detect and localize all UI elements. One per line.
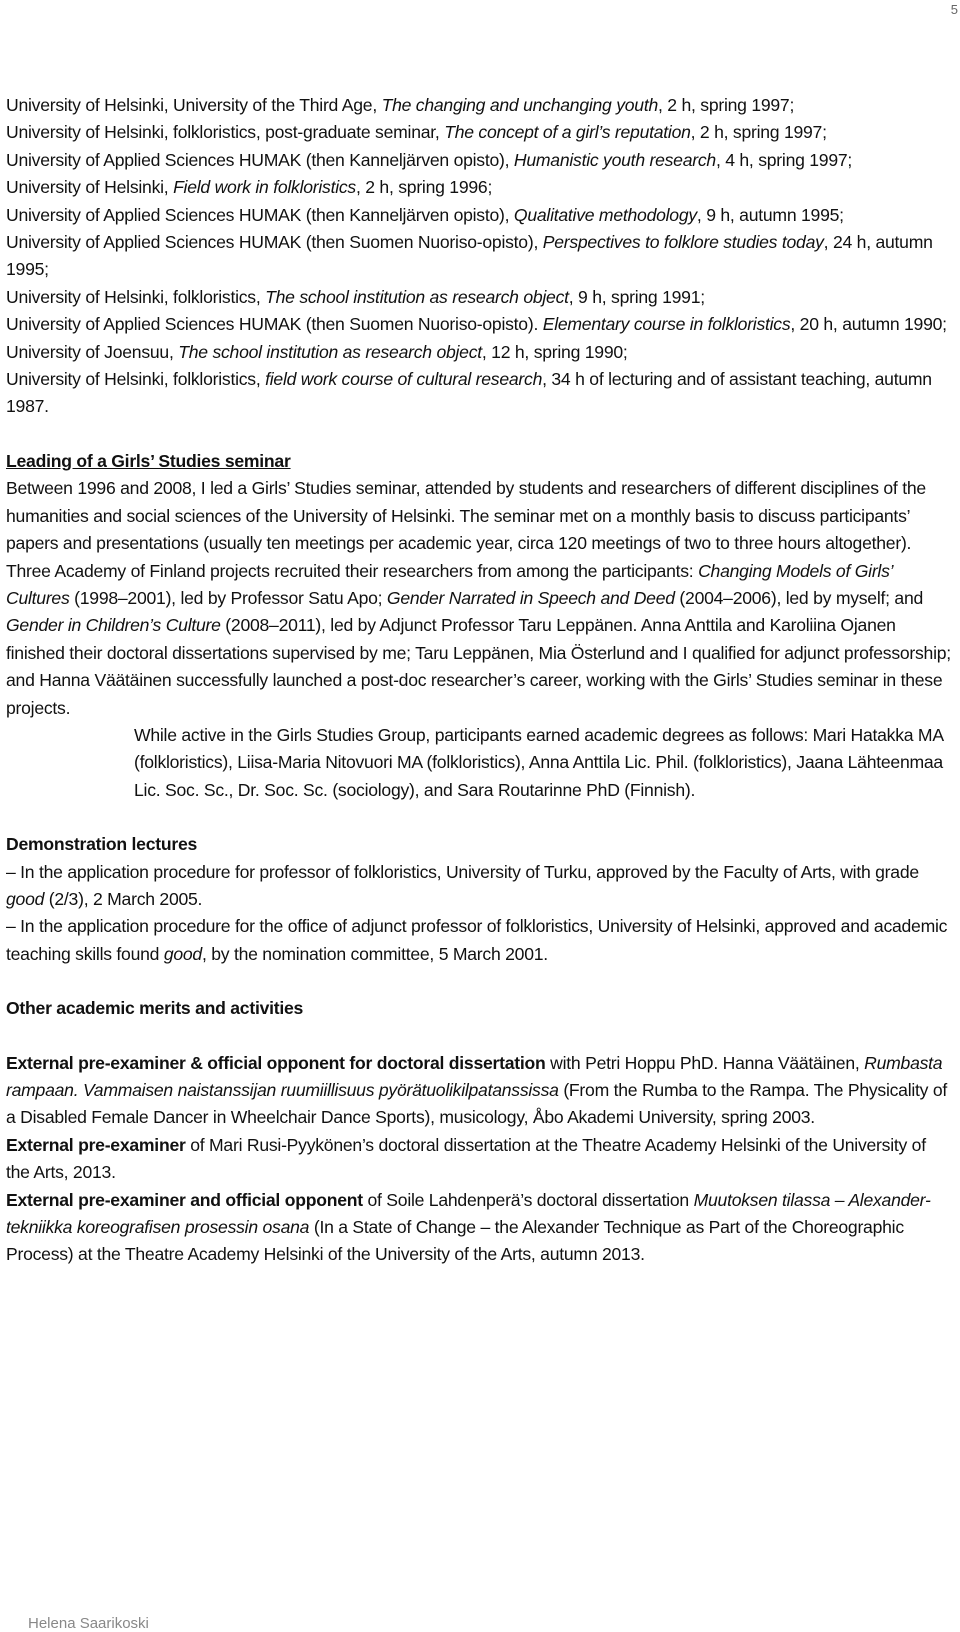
section-gap	[6, 421, 954, 448]
seminar-degrees-paragraph: While active in the Girls Studies Group, participants earned academic degrees as follows: Mari Hatakka MA (folkloristics), Liisa-Maria Nitovuori MA (folkloristics), Anna Anttila Lic. Phil. (folkloristics), Jaana Lähteenmaa Lic. Soc. Sc., Dr. Soc. Sc. (sociology), and Sara Routarinne PhD (Finnish).	[134, 724, 943, 800]
merit-entry: External pre-examiner & official opponent for doctoral dissertation with Petri Hoppu PhD. Hanna Väätäinen, Rumbasta rampaan. Vammaisen naistanssijan ruumiillisuus pyörätuolikilpatanssissa (From the Rumba to the Rampa. The Physicality of a Disabled Female Dancer in Wheelchair Dance Sports), musicology, Åbo Akademi University, spring 2003.	[6, 1052, 948, 1128]
teaching-entry: University of Helsinki, University of the Third Age, The changing and unchanging youth, 2 h, spring 1997;	[6, 95, 795, 115]
teaching-entry: University of Applied Sciences HUMAK (then Suomen Nuoriso-opisto), Perspectives to folklore studies today, 24 h, autumn 1995;	[6, 232, 933, 280]
demo-item: – In the application procedure for the office of adjunct professor of folkloristics, University of Helsinki, approved and academic teaching skills found good, by the nomination committee, 5 March 2001.	[6, 916, 948, 964]
section-gap	[6, 1023, 954, 1050]
seminar-heading: Leading of a Girls’ Studies seminar	[6, 450, 291, 471]
merit-entry: External pre-examiner of Mari Rusi-Pyykönen’s doctoral dissertation at the Theatre Academy Helsinki of the University of the Arts, 2013.	[6, 1134, 926, 1183]
section-gap	[6, 804, 954, 831]
seminar-paragraph: Between 1996 and 2008, I led a Girls’ Studies seminar, attended by students and researchers of different disciplines of the humanities and social sciences of the University of Helsinki. The seminar met on a monthly basis to discuss participants’ papers and presentations (usually ten meetings per academic year, circa 120 meetings of two to three hours altogether). Three Academy of Finland projects recruited their researchers from among the participants: Changing Models of Girls’ Cultures (1998–2001), led by Professor Satu Apo; Gender Narrated in Speech and Deed (2004–2006), led by myself; and Gender in Children’s Culture (2008–2011), led by Adjunct Professor Taru Leppänen. Anna Anttila and Karoliina Ojanen finished their doctoral dissertations supervised by me; Taru Leppänen, Mia Österlund and I qualified for adjunct professorship; and Hanna Väätäinen successfully launched a post-doc researcher’s career, working with the Girls’ Studies seminar in these projects.	[6, 478, 951, 718]
teaching-entry: University of Joensuu, The school institution as research object, 12 h, spring 1990;	[6, 341, 628, 362]
teaching-entry: University of Helsinki, Field work in folkloristics, 2 h, spring 1996;	[6, 177, 493, 198]
teaching-entry: University of Helsinki, folkloristics, The school institution as research object, 9 h, spring 1991;	[6, 286, 705, 307]
footer-author: Helena Saarikoski	[28, 1615, 149, 1632]
other-heading: Other academic merits and activities	[6, 998, 304, 1019]
demo-heading: Demonstration lectures	[6, 834, 198, 855]
merit-entry: External pre-examiner and official opponent of Soile Lahdenperä’s doctoral dissertation Muutoksen tilassa – Alexander-tekniikka koreografisen prosessin osana (In a State of Change – the Alexander Technique as Part of the Choreographic Process) at the Theatre Academy Helsinki of the University of the Arts, autumn 2013.	[6, 1189, 931, 1265]
document-body	[6, 92, 954, 1269]
teaching-entry: University of Helsinki, folkloristics, field work course of cultural research, 34 h of lecturing and of assistant teaching, autumn 1987.	[6, 369, 932, 417]
teaching-entry: University of Applied Sciences HUMAK (then Suomen Nuoriso-opisto). Elementary course in folkloristics, 20 h, autumn 1990;	[6, 314, 947, 335]
demo-item: – In the application procedure for professor of folkloristics, University of Turku, approved by the Faculty of Arts, with grade good (2/3), 2 March 2005.	[6, 861, 919, 909]
page-number: 5	[950, 2, 958, 17]
section-gap	[6, 968, 954, 995]
teaching-entry: University of Helsinki, folkloristics, post-graduate seminar, The concept of a girl’s reputation, 2 h, spring 1997;	[6, 122, 827, 143]
teaching-list	[6, 92, 954, 421]
teaching-entry: University of Applied Sciences HUMAK (then Kanneljärven opisto), Qualitative methodology, 9 h, autumn 1995;	[6, 204, 844, 225]
teaching-entry: University of Applied Sciences HUMAK (then Kanneljärven opisto), Humanistic youth research, 4 h, spring 1997;	[6, 149, 853, 170]
